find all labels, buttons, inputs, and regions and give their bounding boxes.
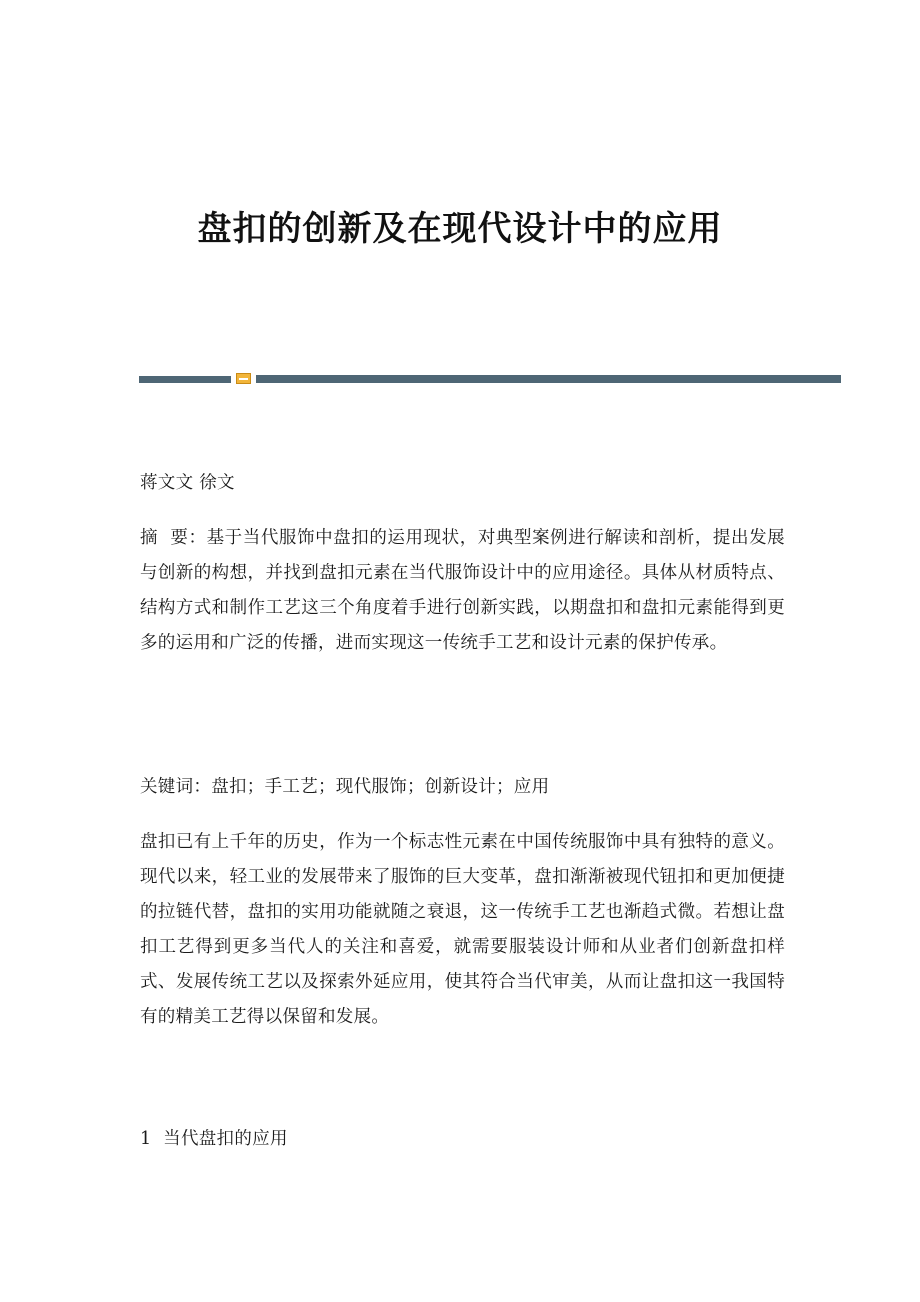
authors-line: 蒋文文 徐文: [140, 473, 235, 493]
document-title: 盘扣的创新及在现代设计中的应用: [197, 209, 723, 249]
divider-bar-left: [139, 376, 231, 383]
keywords-block: [140, 770, 785, 805]
divider-ornament-icon: [236, 373, 251, 384]
abstract-label: 摘 要：: [140, 528, 207, 548]
keywords-text: 盘扣；手工艺；现代服饰；创新设计；应用: [211, 777, 550, 797]
intro-paragraph: [140, 825, 785, 1035]
title-divider: [139, 372, 841, 386]
abstract-block: [140, 521, 785, 661]
intro-paragraph-text: 盘扣已有上千年的历史，作为一个标志性元素在中国传统服饰中具有独特的意义。现代以来，轻工业的发展带来了服饰的巨大变革，盘扣渐渐被现代钮扣和更加便捷的拉链代替，盘扣的实用功能就随之衰退，这一传统手工艺也渐趋式微。若想让盘扣工艺得到更多当代人的关注和喜爱，就需要服装设计师和从业者们创新盘扣样式、发展传统工艺以及探索外延应用，使其符合当代审美，从而让盘扣这一我国特有的精美工艺得以保留和发展。: [140, 832, 785, 1027]
section-heading: 1 当代盘扣的应用: [140, 1129, 288, 1149]
abstract-text: 基于当代服饰中盘扣的运用现状，对典型案例进行解读和剖析，提出发展与创新的构想，并找到盘扣元素在当代服饰设计中的应用途径。具体从材质特点、结构方式和制作工艺这三个角度着手进行创新实践，以期盘扣和盘扣元素能得到更多的运用和广泛的传播，进而实现这一传统手工艺和设计元素的保护传承。: [140, 528, 785, 653]
keywords-label: 关键词：: [140, 777, 212, 797]
divider-bar-right: [256, 375, 841, 383]
